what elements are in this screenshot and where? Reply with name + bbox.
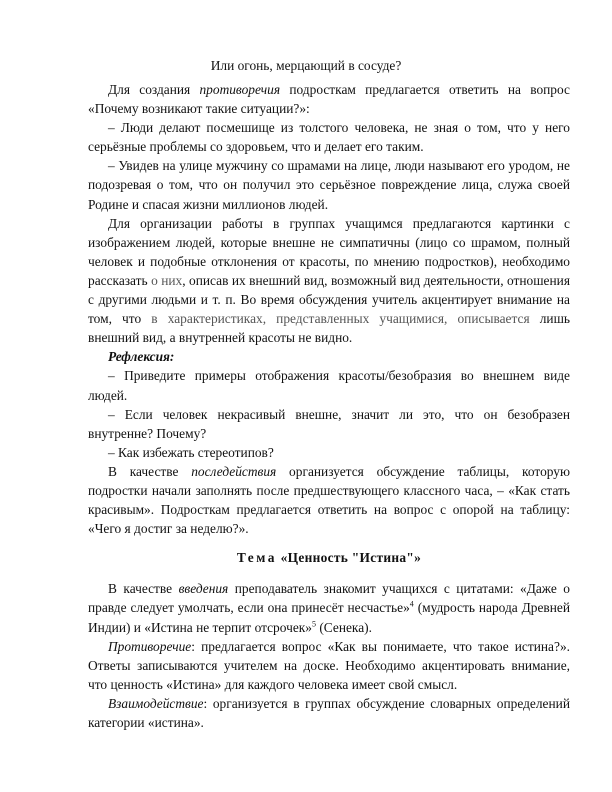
footnote-ref-4: 4 xyxy=(409,599,414,609)
emphasis-term: противоречия xyxy=(199,82,281,97)
emphasis-term: введения xyxy=(178,581,229,597)
text-run: В качестве xyxy=(108,581,179,597)
text-run: преподаватель знакомит учащихся с цитатами: «Даже о правде следует умолчать, если она принесёт несчастье» xyxy=(88,581,570,616)
paragraph-aftereffect xyxy=(88,462,570,538)
paragraph-contradiction-2 xyxy=(88,637,570,694)
text-run: Для создания xyxy=(108,82,200,97)
reflection-item-2: – Если человек некрасивый внешне, значит ли это, что он безобразен внутренне? Почему? xyxy=(88,406,570,441)
emphasis-term: Противоречие xyxy=(108,638,192,654)
text-run: Для организации работы в группах учащимся предлагаются картинки с изображением людей, которые внешне не симпатичны (лицо со шрамом, полный человек и подобные отклонения от красоты, по мнению подростков), необходимо рассказать xyxy=(88,215,570,288)
reflection-label-text: Рефлексия: xyxy=(108,349,175,365)
paragraph-group-work xyxy=(88,214,570,348)
text-run: (мудрость народа Древней Индии) и «Истина не терпит отсрочек» xyxy=(88,600,570,635)
reflection-label xyxy=(88,347,570,366)
reflection-item-3: – Как избежать стереотипов? xyxy=(108,444,274,460)
text-run: : предлагается вопрос «Как вы понимаете, что такое истина?». Ответы записываются учителем на доске. Необходимо акцентировать внимание, что ценность «Истина» для каждого человека имеет свой смысл. xyxy=(88,638,570,692)
text-run: , описав их внешний вид, возможный вид деятельности, отношения с другими людьми и т. п. Во время обсуждения учитель акцентирует внимание на том, что xyxy=(88,272,570,327)
section-title-text: «Ценность "Истина"» xyxy=(280,550,422,566)
text-run: подросткам предлагается ответить на вопрос «Почему возникают такие ситуации?»: xyxy=(88,82,570,117)
paragraph-contradiction xyxy=(88,80,570,118)
footnote-ref-5: 5 xyxy=(311,619,316,629)
reflection-item-1: – Приведите примеры отображения красоты/безобразия во внешнем виде людей. xyxy=(88,368,570,403)
document-body xyxy=(88,80,570,732)
dash-item-2: – Увидев на улице мужчину со шрамами на лице, люди называют его уродом, не подозревая о том, что он получил это серьёзное повреждение лица, служа своей Родине и спасая жизни миллионов людей. xyxy=(88,158,570,212)
dash-item-1: – Люди делают посмешище из толстого человека, не зная о том, что у него серьёзные проблемы со здоровьем, что и делает его таким. xyxy=(88,120,570,155)
text-run-gray: в характеристиках, представленных учащимися, описывается xyxy=(151,311,530,327)
emphasis-term: Взаимодействие xyxy=(108,695,204,711)
emphasis-term: последействия xyxy=(191,463,277,479)
page-heading: Или огонь, мерцающий в сосуде? xyxy=(210,58,402,73)
text-run-gray: о них xyxy=(151,272,183,288)
section-prefix: Тема xyxy=(236,550,277,566)
paragraph-interaction xyxy=(88,694,570,732)
section-title xyxy=(88,548,570,567)
text-run: В качестве xyxy=(108,463,192,479)
text-run: лишь внешний вид, а внутренней красоты не видно. xyxy=(88,311,570,346)
text-run: : организуется в группах обсуждение словарных определений категории «истина». xyxy=(88,695,570,730)
paragraph-introduction xyxy=(88,579,570,636)
text-run: организуется обсуждение таблицы, которую подростки начали заполнять после предшествующего классного часа, – «Как стать красивым». Подросткам предлагается ответить на вопрос с опорой на таблицу: «Чего я достиг за неделю?». xyxy=(88,463,570,537)
text-run: (Сенека). xyxy=(315,619,372,635)
